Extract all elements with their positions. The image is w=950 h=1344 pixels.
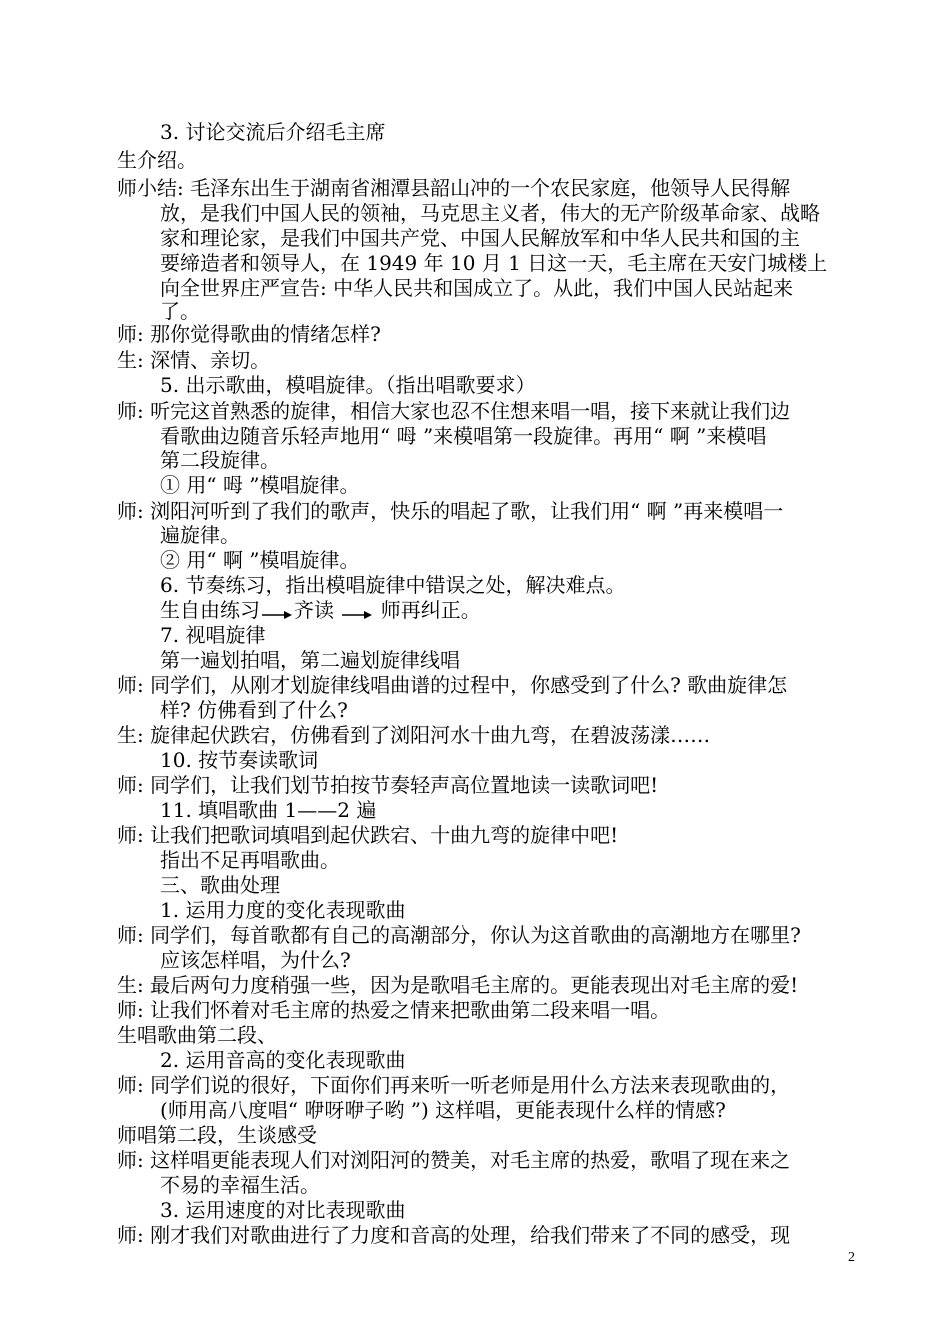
teacher-line: 遍旋律。 bbox=[160, 523, 240, 547]
teacher-line: 看歌曲边随音乐轻声地用“ 呣 ”来模唱第一段旋律。再用“ 啊 ”来模唱 bbox=[160, 424, 767, 448]
step-heading-3: 3. 讨论交流后介绍毛主席 bbox=[160, 120, 386, 144]
teacher-line: 师: 刚才我们对歌曲进行了力度和音高的处理，给我们带来了不同的感受，现 bbox=[117, 1223, 791, 1247]
flow-step: 齐读 bbox=[294, 598, 334, 622]
teacher-summary-line: 了。 bbox=[160, 299, 200, 323]
teacher-summary-line: 家和理论家，是我们中国共产党、中国人民解放军和中华人民共和国的主 bbox=[160, 226, 800, 250]
student-line: 生: 最后两句力度稍强一些，因为是歌唱毛主席的。更能表现出对毛主席的爱! bbox=[117, 973, 799, 997]
flow-step: 生自由练习 bbox=[160, 598, 260, 622]
teacher-line: 师: 让我们怀着对毛主席的热爱之情来把歌曲第二段来唱一唱。 bbox=[117, 998, 671, 1022]
teacher-line: 师: 同学们，让我们划节拍按节奏轻声高位置地读一读歌词吧! bbox=[117, 773, 659, 797]
teacher-line: 师: 那你觉得歌曲的情绪怎样? bbox=[117, 322, 381, 346]
teacher-summary-line: 放，是我们中国人民的领袖，马克思主义者，伟大的无产阶级革命家、战略 bbox=[160, 201, 820, 225]
teacher-line: 第二段旋律。 bbox=[160, 448, 280, 472]
step-heading-5: 5. 出示歌曲，模唱旋律。（指出唱歌要求） bbox=[160, 373, 536, 397]
teacher-line: 样? 仿佛看到了什么? bbox=[160, 698, 348, 722]
subsection-heading-3: 3. 运用速度的对比表现歌曲 bbox=[160, 1198, 406, 1222]
practice-flow bbox=[160, 596, 481, 624]
subsection-heading-1: 1. 运用力度的变化表现歌曲 bbox=[160, 898, 406, 922]
teacher-line: 师: 同学们，从刚才划旋律线唱曲谱的过程中，你感受到了什么? 歌曲旋律怎 bbox=[117, 673, 788, 697]
instruction-line: 指出不足再唱歌曲。 bbox=[160, 848, 340, 872]
teacher-line: (师用高八度唱“ 咿呀咿子哟 ”) 这样唱，更能表现什么样的情感? bbox=[160, 1098, 726, 1122]
teacher-line: 师: 让我们把歌词填唱到起伏跌宕、十曲九弯的旋律中吧! bbox=[117, 823, 619, 847]
teacher-line: 师唱第二段，生谈感受 bbox=[117, 1123, 317, 1147]
right-arrow-icon bbox=[342, 605, 372, 619]
teacher-summary-line: 向全世界庄严宣告: 中华人民共和国成立了。从此，我们中国人民站起来 bbox=[160, 276, 794, 300]
student-line: 生: 深情、亲切。 bbox=[117, 348, 271, 372]
subsection-heading-2: 2. 运用音高的变化表现歌曲 bbox=[160, 1048, 406, 1072]
flow-step: 师再纠正。 bbox=[380, 598, 481, 622]
teacher-summary-line: 要缔造者和领导人，在 1949 年 10 月 1 日这一天，毛主席在天安门城楼上 bbox=[160, 251, 828, 275]
page-number: 2 bbox=[848, 1250, 855, 1265]
right-arrow-icon bbox=[262, 605, 292, 619]
teacher-line: 师: 浏阳河听到了我们的歌声，快乐的唱起了歌，让我们用“ 啊 ”再来模唱一 bbox=[117, 499, 784, 523]
teacher-summary-line: 师小结: 毛泽东出生于湖南省湘潭县韶山冲的一个农民家庭，他领导人民得解 bbox=[117, 176, 791, 200]
student-line: 生: 旋律起伏跌宕，仿佛看到了浏阳河水十曲九弯，在碧波荡漾…… bbox=[117, 723, 711, 747]
teacher-line: 不易的幸福生活。 bbox=[160, 1173, 320, 1197]
instruction-line: 第一遍划拍唱，第二遍划旋律线唱 bbox=[160, 648, 460, 672]
teacher-line: 师: 听完这首熟悉的旋律，相信大家也忍不住想来唱一唱，接下来就让我们边 bbox=[117, 399, 791, 423]
student-line: 生唱歌曲第二段、 bbox=[117, 1023, 277, 1047]
step-heading-6: 6. 节奏练习，指出模唱旋律中错误之处，解决难点。 bbox=[160, 573, 626, 597]
teacher-line: 应该怎样唱，为什么? bbox=[160, 948, 351, 972]
teacher-line: 师: 这样唱更能表现人们对浏阳河的赞美，对毛主席的热爱，歌唱了现在来之 bbox=[117, 1148, 791, 1172]
step-heading-7: 7. 视唱旋律 bbox=[160, 623, 266, 647]
step-heading-11: 11. 填唱歌曲 1——2 遍 bbox=[160, 798, 377, 822]
list-item: ① 用“ 呣 ”模唱旋律。 bbox=[160, 473, 360, 497]
list-item: ② 用“ 啊 ”模唱旋律。 bbox=[160, 548, 360, 572]
step-heading-10: 10. 按节奏读歌词 bbox=[160, 748, 319, 772]
student-line: 生介绍。 bbox=[117, 148, 197, 172]
teacher-line: 师: 同学们，每首歌都有自己的高潮部分，你认为这首歌曲的高潮地方在哪里? bbox=[117, 923, 801, 947]
teacher-line: 师: 同学们说的很好，下面你们再来听一听老师是用什么方法来表现歌曲的， bbox=[117, 1073, 791, 1097]
section-heading: 三、歌曲处理 bbox=[160, 873, 280, 897]
